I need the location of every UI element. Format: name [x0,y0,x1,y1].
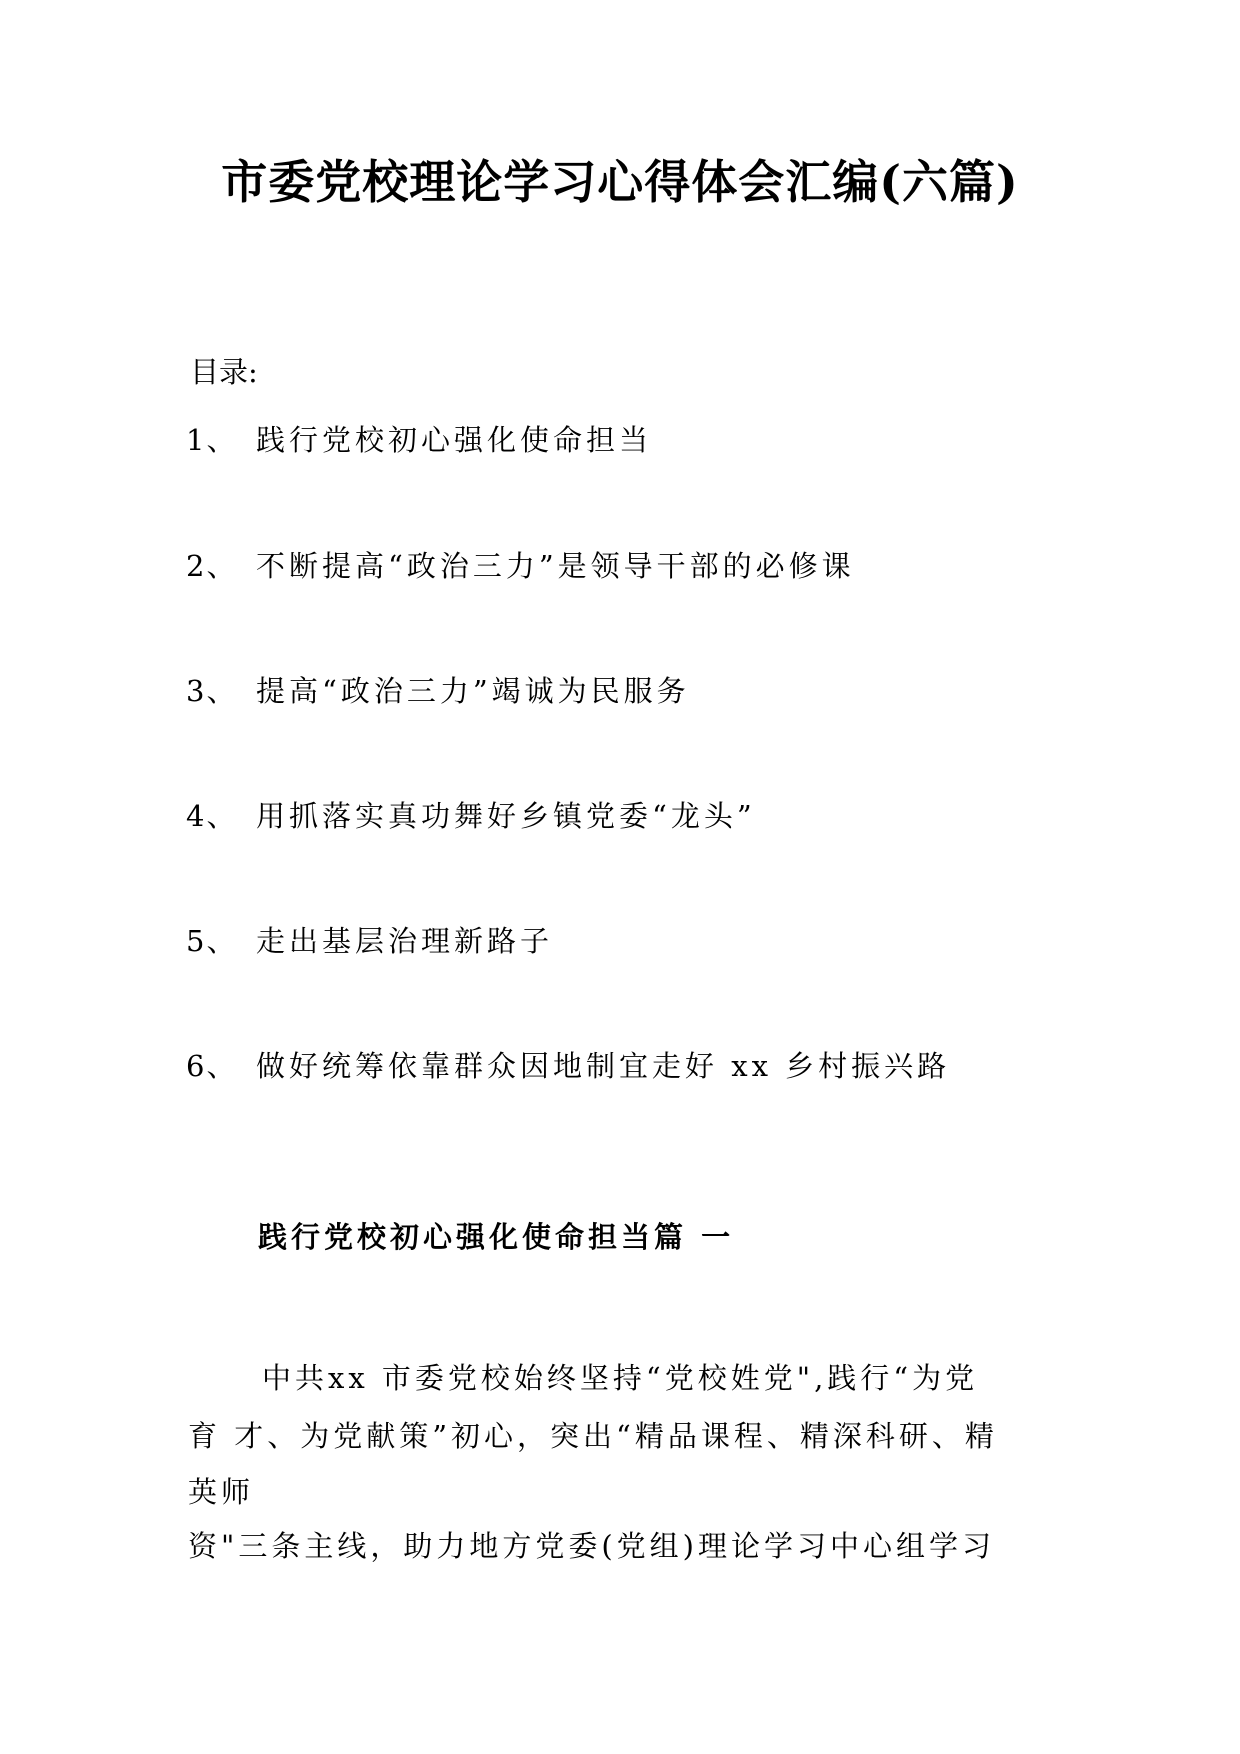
toc-item [186,796,756,836]
toc-item-text: 走出基层治理新路子 [256,924,554,958]
toc-label: 目录: [190,355,258,389]
toc-item-number: 3、 [186,674,238,708]
body-paragraph-line: 中共xx 市委党校始终坚持“党校姓党",践行“为党 [262,1361,979,1395]
document-title: 市委党校理论学习心得体会汇编(六篇) [221,155,1019,209]
toc-item-text: 践行党校初心强化使命担当 [256,423,653,457]
toc-item-number: 4、 [186,799,238,833]
toc-item [186,921,553,961]
toc-item-number: 1、 [186,423,238,457]
toc-item-text: 提高“政治三力”竭诚为民服务 [256,674,690,708]
toc-item-text: 做好统筹依靠群众因地制宜走好 xx 乡村振兴路 [256,1049,951,1083]
toc-item-text: 用抓落实真功舞好乡镇党委“龙头” [256,799,756,833]
toc-item [186,420,652,460]
section-heading: 践行党校初心强化使命担当篇 一 [258,1220,735,1254]
toc-item [186,671,690,711]
toc-item-number: 5、 [186,924,238,958]
body-paragraph-line: 育 才、为党献策”初心，突出“精品课程、精深科研、精 [188,1419,998,1453]
body-paragraph-line: 英师 [188,1475,255,1509]
toc-item [186,546,855,586]
toc-item-text: 不断提高“政治三力”是领导干部的必修课 [256,549,855,583]
toc-item [186,1046,950,1086]
toc-item-number: 2、 [186,549,238,583]
toc-item-number: 6、 [186,1049,238,1083]
body-paragraph-line: 资"三条主线，助力地方党委(党组)理论学习中心组学习 [188,1529,995,1563]
